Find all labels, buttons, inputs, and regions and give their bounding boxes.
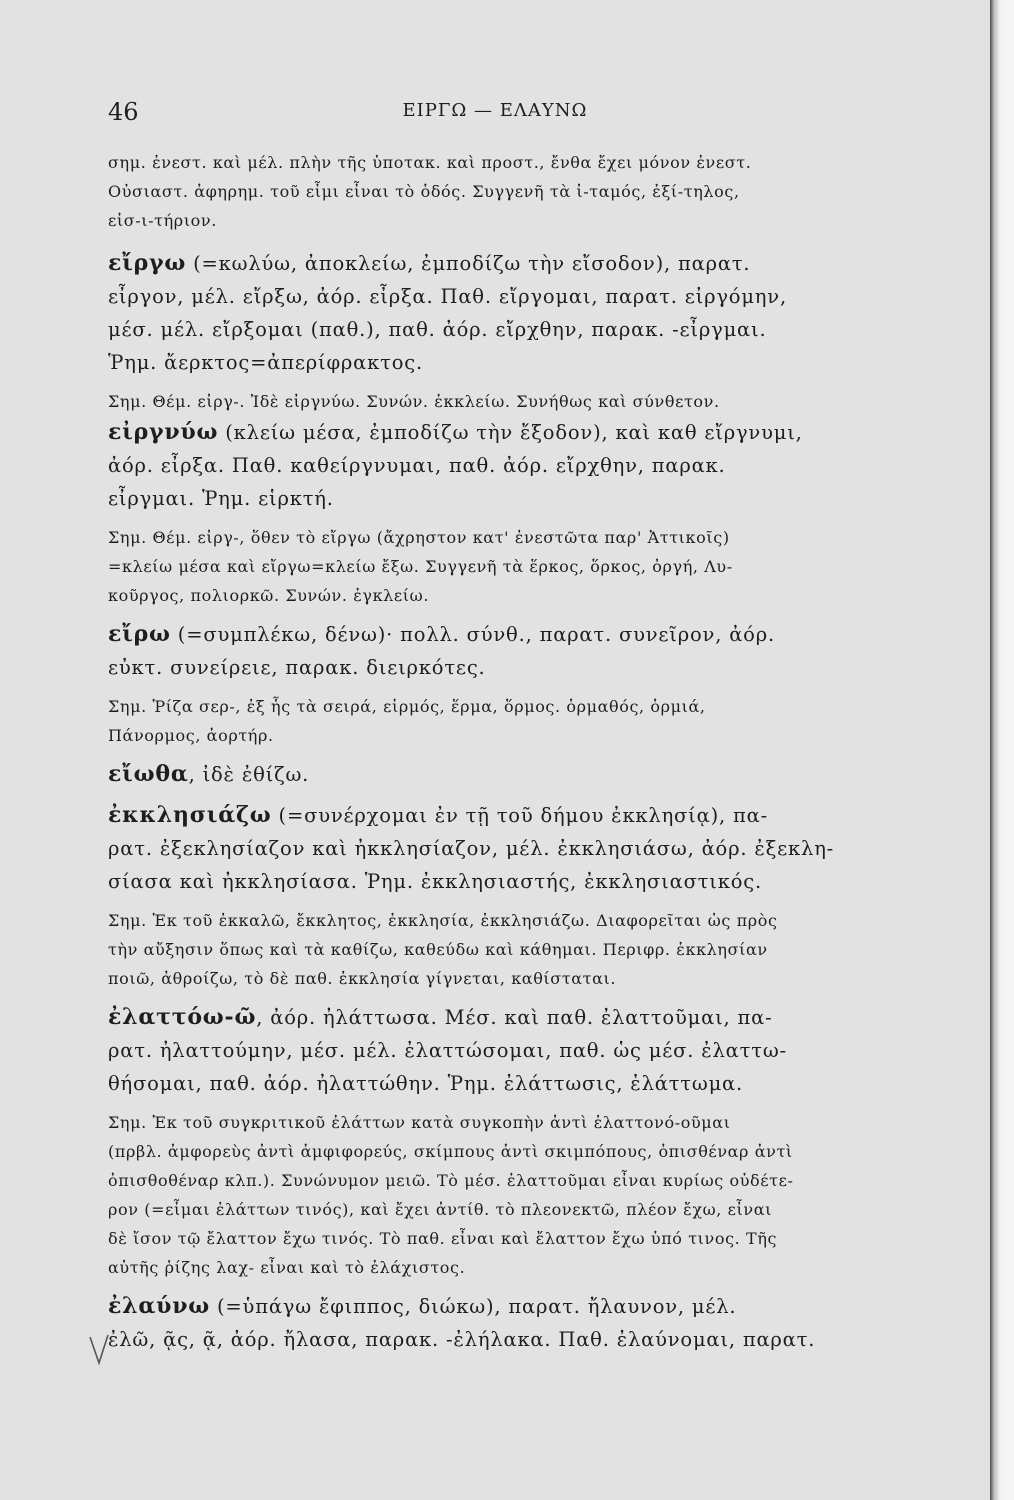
headword: ἐλαύνω xyxy=(108,1293,211,1319)
entry-line: ἀόρ. εἶρξα. Παθ. καθείργνυμαι, παθ. ἀόρ. εἴρχθην, παρακ. xyxy=(108,454,726,477)
note-line: (πρβλ. ἀμφορεὺς ἀντὶ ἀμφιφορεύς, σκίμπους ἀντὶ σκιμπόπους, ὀπισθέναρ ἀντὶ xyxy=(108,1142,793,1161)
entry-line: εἶργμαι. Ῥημ. εἱρκτή. xyxy=(108,487,334,510)
entry-block xyxy=(108,799,892,898)
page-edge xyxy=(990,0,1014,1500)
note-line: Σημ. Θέμ. εἰργ-, ὅθεν τὸ εἴργω (ἄχρηστον κατ' ἐνεστῶτα παρ' Ἀττικοῖς) xyxy=(108,528,730,547)
entry-line: εἶργον, μέλ. εἴρξω, ἀόρ. εἶρξα. Παθ. εἴργομαι, παρατ. εἰργόμην, xyxy=(108,285,787,308)
headword: ἐλαττόω-ῶ xyxy=(108,1004,257,1030)
entry-line: εἴρω (=συμπλέκω, δένω)· πολλ. σύνθ., παρατ. συνεῖρον, ἀόρ. xyxy=(108,621,775,647)
headword: εἴωθα xyxy=(108,761,189,787)
pencil-check-mark-icon xyxy=(88,1333,110,1367)
entry-line: ρατ. ἠλαττούμην, μέσ. μέλ. ἐλαττώσομαι, παθ. ὡς μέσ. ἐλαττω- xyxy=(108,1039,787,1062)
note-block xyxy=(108,523,892,610)
entry-line: σίασα καὶ ἠκκλησίασα. Ῥημ. ἐκκλησιαστής, ἐκκλησιαστικός. xyxy=(108,870,762,893)
note-block xyxy=(108,906,892,993)
note-line: Σημ. Θέμ. εἰργ-. Ἰδὲ εἰργνύω. Συνών. ἐκκλείω. Συνήθως καὶ σύνθετον. xyxy=(108,392,720,411)
note-line: ποιῶ, ἀθροίζω, τὸ δὲ παθ. ἐκκλησία γίγνεται, καθίσταται. xyxy=(108,969,617,988)
note-line: Σημ. Ῥίζα σερ-, ἐξ ἧς τὰ σειρά, εἱρμός, ἕρμα, ὅρμος. ὁρμαθός, ὁρμιά, xyxy=(108,697,706,716)
entry-block xyxy=(108,1001,892,1100)
entry-block xyxy=(108,416,892,515)
entry-line: εἴργω (=κωλύω, ἀποκλείω, ἐμποδίζω τὴν εἴσοδον), παρατ. xyxy=(108,250,751,276)
note-line: ὀπισθοθέναρ κλπ.). Συνώνυμον μειῶ. Τὸ μέσ. ἐλαττοῦμαι εἶναι κυρίως οὐδέτε- xyxy=(108,1171,794,1190)
dictionary-text xyxy=(108,148,892,1356)
note-block xyxy=(108,1108,892,1282)
entry-line: εἰργνύω (κλείω μέσα, ἐμποδίζω τὴν ἔξοδον), καὶ καθ εἴργνυμι, xyxy=(108,419,803,445)
note-line: σημ. ἐνεστ. καὶ μέλ. πλὴν τῆς ὑποτακ. καὶ προστ., ἔνθα ἔχει μόνον ἐνεστ. xyxy=(108,153,752,172)
entry-line: θήσομαι, παθ. ἀόρ. ἠλαττώθην. Ῥημ. ἐλάττωσις, ἐλάττωμα. xyxy=(108,1072,744,1095)
headword: εἴρω xyxy=(108,621,171,647)
page-header xyxy=(0,98,990,130)
entry-line: εἴωθα, ἰδὲ ἐθίζω. xyxy=(108,761,310,787)
entry-line: μέσ. μέλ. εἴρξομαι (παθ.), παθ. ἀόρ. εἴρχθην, παρακ. -εἶργμαι. xyxy=(108,318,767,341)
entry-block xyxy=(108,1290,892,1356)
running-title: ΕΙΡΓΩ — ΕΛΑΥΝΩ xyxy=(402,100,588,121)
entry-line: Ῥημ. ἄερκτος=ἀπερίφρακτος. xyxy=(108,351,423,374)
note-line: εἰσ-ι-τήριον. xyxy=(108,211,217,230)
note-line: ρον (=εἶμαι ἐλάττων τινός), καὶ ἔχει ἀντίθ. τὸ πλεονεκτῶ, πλέον ἔχω, εἶναι xyxy=(108,1200,773,1219)
entry-line: εὐκτ. συνείρειε, παρακ. διειρκότες. xyxy=(108,656,486,679)
note-line: Πάνορμος, ἀορτήρ. xyxy=(108,726,274,745)
entry-line: ἐλῶ, ᾷς, ᾷ, ἀόρ. ἤλασα, παρακ. -ἐλήλακα. Παθ. ἐλαύνομαι, παρατ. xyxy=(108,1328,816,1351)
entry-line: ρατ. ἐξεκλησίαζον καὶ ἠκκλησίαζον, μέλ. ἐκκλησιάσω, ἀόρ. ἐξεκλη- xyxy=(108,837,835,860)
note-block xyxy=(108,148,892,235)
entry-block xyxy=(108,618,892,684)
note-line: Σημ. Ἐκ τοῦ συγκριτικοῦ ἐλάττων κατὰ συγκοπὴν ἀντὶ ἐλαττονό-οῦμαι xyxy=(108,1113,731,1132)
headword: ἐκκλησιάζω xyxy=(108,802,272,828)
entry-line: ἐλαττόω-ῶ, ἀόρ. ἠλάττωσα. Μέσ. καὶ παθ. ἐλαττοῦμαι, πα- xyxy=(108,1004,773,1030)
page-number: 46 xyxy=(108,98,139,126)
note-block xyxy=(108,692,892,750)
headword: εἴργω xyxy=(108,250,187,276)
note-line: δὲ ἴσον τῷ ἔλαττον ἔχω τινός. Τὸ παθ. εἶναι καὶ ἔλαττον ἔχω ὑπό τινος. Τῆς xyxy=(108,1229,778,1248)
entry-line: ἐλαύνω (=ὑπάγω ἔφιππος, διώκω), παρατ. ἤλαυνον, μέλ. xyxy=(108,1293,737,1319)
note-line: =κλείω μέσα καὶ εἴργω=κλείω ἔξω. Συγγενῆ τὰ ἕρκος, ὅρκος, ὀργή, Λυ- xyxy=(108,557,733,576)
headword: εἰργνύω xyxy=(108,419,219,445)
note-line: Οὐσιαστ. ἀφηρημ. τοῦ εἶμι εἶναι τὸ ὁδός. Συγγενῆ τὰ ἰ-ταμός, ἐξί-τηλος, xyxy=(108,182,740,201)
note-line: τὴν αὔξησιν ὅπως καὶ τὰ καθίζω, καθεύδω καὶ κάθημαι. Περιφρ. ἐκκλησίαν xyxy=(108,940,768,959)
note-line: κοῦργος, πολιορκῶ. Συνών. ἐγκλείω. xyxy=(108,586,430,605)
entry-line: ἐκκλησιάζω (=συνέρχομαι ἐν τῇ τοῦ δήμου ἐκκλησίᾳ), πα- xyxy=(108,802,768,828)
entry-block xyxy=(108,758,892,791)
note-line: Σημ. Ἐκ τοῦ ἐκκαλῶ, ἔκκλητος, ἐκκλησία, ἐκκλησιάζω. Διαφορεῖται ὡς πρὸς xyxy=(108,911,778,930)
note-block xyxy=(108,387,892,416)
entry-block xyxy=(108,247,892,379)
note-line: αὐτῆς ῥίζης λαχ- εἶναι καὶ τὸ ἐλάχιστος. xyxy=(108,1258,466,1277)
